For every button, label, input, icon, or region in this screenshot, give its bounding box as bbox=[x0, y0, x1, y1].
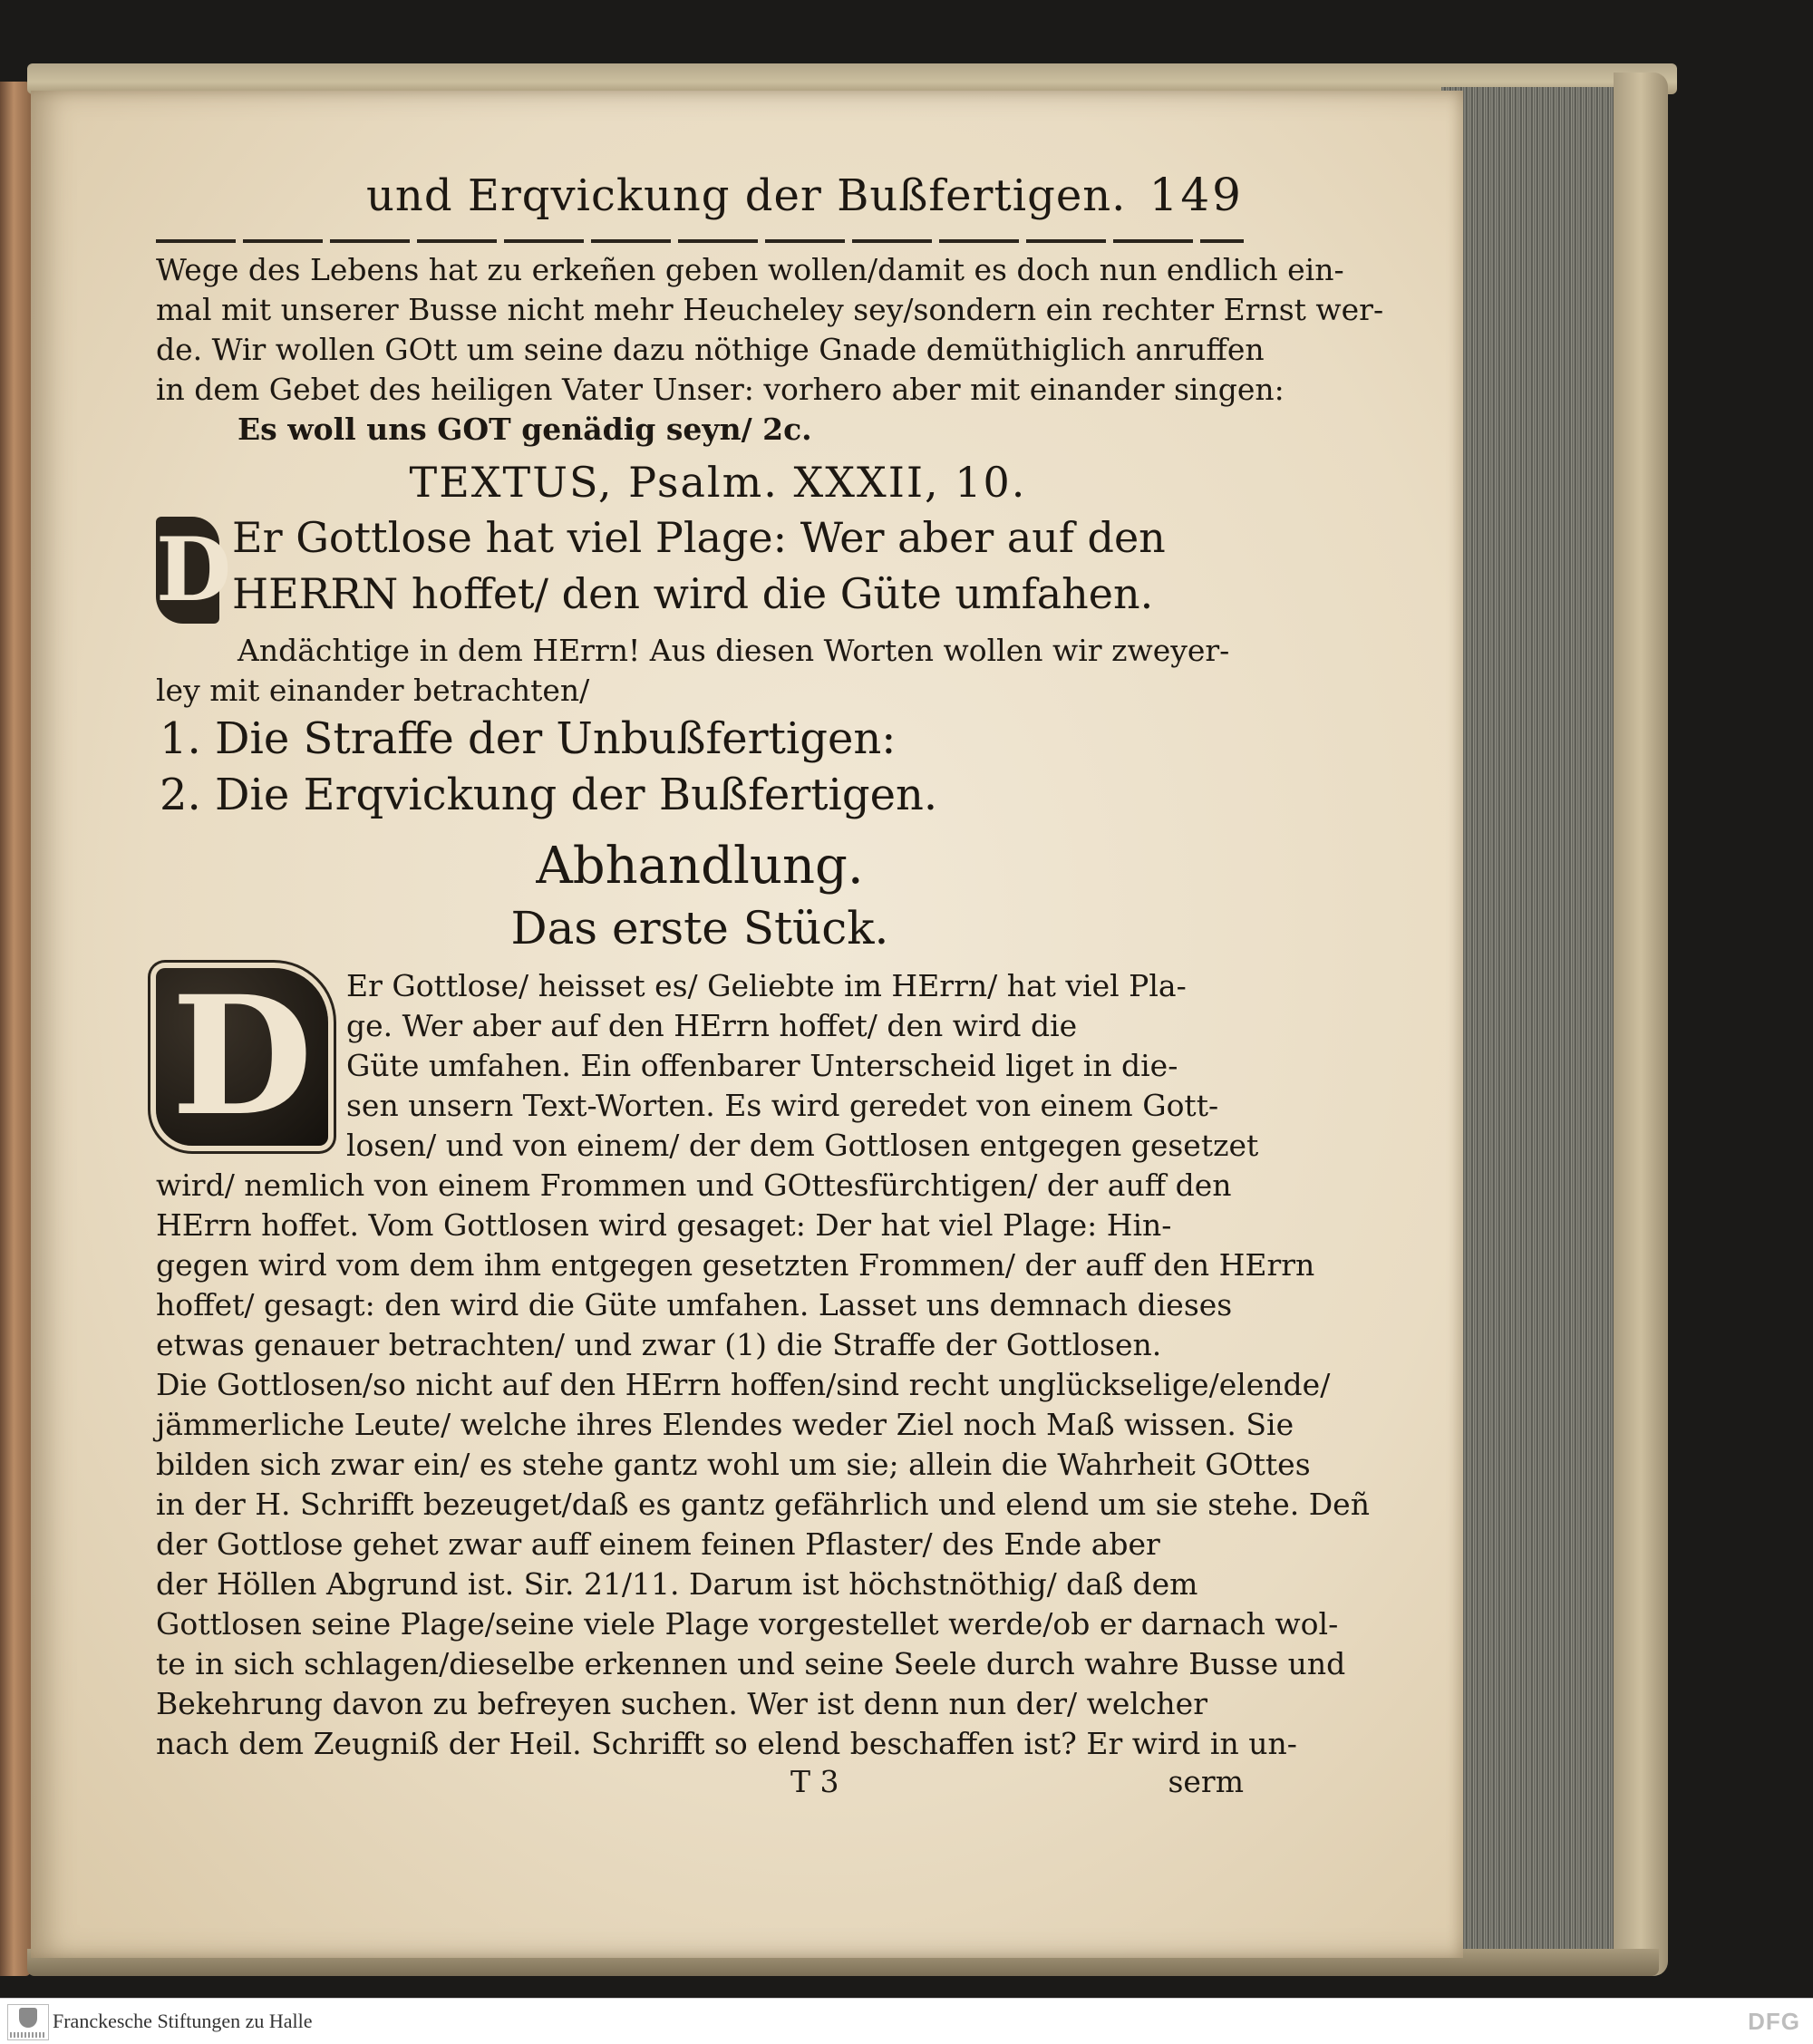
owner-name: Franckesche Stiftungen zu Halle bbox=[53, 2010, 313, 2032]
psalm-line: Er Gottlose hat viel Plage: Wer aber auf den bbox=[232, 513, 1166, 562]
crest-icon bbox=[19, 2008, 37, 2028]
running-head-title: und Erqvickung der Bußfertigen. bbox=[366, 170, 1127, 221]
signature-mark: T 3 bbox=[790, 1764, 839, 1799]
logo-caption-graphic bbox=[10, 2032, 46, 2038]
body-line: nach dem Zeugniß der Heil. Schrifft so elend beschaffen ist? Er wird in un- bbox=[156, 1726, 1297, 1761]
body-line: etwas genauer betrachten/ und zwar (1) die Straffe der Gottlosen. bbox=[156, 1327, 1162, 1362]
running-head bbox=[156, 163, 1244, 236]
intro-line: in dem Gebet des heiligen Vater Unser: vorhero aber mit einander singen: bbox=[156, 372, 1285, 407]
page-number: 149 bbox=[1149, 169, 1244, 221]
devotion-line: ley mit einander betrachten/ bbox=[156, 673, 590, 708]
intro-paragraph bbox=[156, 250, 1384, 450]
body-line: Er Gottlose/ heisset es/ Geliebte im HErrn/ hat viel Pla- bbox=[346, 968, 1187, 1003]
psalm-verse bbox=[156, 513, 1244, 631]
book-page bbox=[31, 91, 1463, 1958]
catchword: serm bbox=[1168, 1764, 1244, 1799]
division-item-1: 1. Die Straffe der Unbußfertigen: bbox=[160, 713, 897, 764]
body-line: Bekehrung davon zu befreyen suchen. Wer ist denn nun der/ welcher bbox=[156, 1686, 1207, 1721]
body-line: der Gottlose gehet zwar auff einem feinen Pflaster/ des Ende aber bbox=[156, 1526, 1160, 1562]
body-line: gegen wird vom dem ihm entgegen gesetzten Frommen/ der auff den HErrn bbox=[156, 1247, 1315, 1283]
viewer-footer-bar bbox=[0, 1998, 1813, 2044]
intro-line: mal mit unserer Busse nicht mehr Heucheley sey/sondern ein rechter Ernst wer- bbox=[156, 292, 1384, 327]
cover-top-edge bbox=[27, 63, 1677, 94]
intro-line: de. Wir wollen GOtt um seine dazu nöthige Gnade demüthiglich anruffen bbox=[156, 332, 1265, 367]
body-line: Güte umfahen. Ein offenbarer Unterscheid liget in die- bbox=[346, 1048, 1178, 1083]
body-line: jämmerliche Leute/ welche ihres Elendes weder Ziel noch Maß wissen. Sie bbox=[156, 1407, 1294, 1442]
intro-line: Wege des Lebens hat zu erkeñen geben wollen/damit es doch nun endlich ein- bbox=[156, 252, 1344, 287]
body-line: bilden sich zwar ein/ es stehe gantz wohl um sie; allein die Wahrheit GOttes bbox=[156, 1447, 1311, 1482]
devotion-paragraph bbox=[156, 631, 1244, 711]
psalm-initial: D bbox=[156, 517, 219, 624]
body-line: sen unsern Text-Worten. Es wird geredet von einem Gott- bbox=[346, 1088, 1219, 1123]
body-line: der Höllen Abgrund ist. Sir. 21/11. Darum ist höchstnöthig/ daß dem bbox=[156, 1566, 1198, 1602]
cover-right-edge bbox=[1614, 73, 1668, 1976]
decorated-initial: D bbox=[156, 968, 328, 1146]
body-line: Gottlosen seine Plage/seine viele Plage vorgestellet werde/ob er darnach wol- bbox=[156, 1606, 1339, 1642]
body-line: Die Gottlosen/so nicht auf den HErrn hoffen/sind recht unglückselige/elende/ bbox=[156, 1367, 1331, 1402]
text-block bbox=[156, 163, 1384, 1804]
psalm-line: HERRN hoffet/ den wird die Güte umfahen. bbox=[232, 569, 1154, 618]
page-footer bbox=[156, 1764, 1244, 1804]
body-line: ge. Wer aber auf den HErrn hoffet/ den wird die bbox=[346, 1008, 1078, 1043]
section-title: Abhandlung. bbox=[536, 837, 864, 896]
left-page-edge bbox=[0, 82, 31, 1976]
body-paragraph bbox=[156, 961, 1370, 1764]
body-line: te in sich schlagen/dieselbe erkennen und seine Seele durch wahre Busse und bbox=[156, 1646, 1346, 1681]
head-rule bbox=[156, 239, 1244, 243]
division-item-2: 2. Die Erqvickung der Bußfertigen. bbox=[160, 770, 938, 820]
page-block-edges bbox=[1441, 87, 1623, 1958]
body-line: HErrn hoffet. Vom Gottlosen wird gesaget: Der hat viel Plage: Hin- bbox=[156, 1207, 1172, 1243]
section-subtitle: Das erste Stück. bbox=[510, 902, 889, 954]
body-line: in der H. Schrifft bezeuget/daß es gantz gefährlich und elend um sie stehe. Deñ bbox=[156, 1487, 1370, 1522]
body-line: hoffet/ gesagt: den wird die Güte umfahen. Lasset uns demnach dieses bbox=[156, 1287, 1233, 1322]
textus-heading: TEXTUS, Psalm. XXXII, 10. bbox=[409, 458, 1027, 507]
body-line: losen/ und von einem/ der dem Gottlosen entgegen gesetzet bbox=[346, 1128, 1259, 1163]
institution-logo[interactable] bbox=[7, 2004, 49, 2040]
devotion-line: Andächtige in dem HErrn! Aus diesen Worten wollen wir zweyer- bbox=[238, 633, 1230, 668]
body-line: wird/ nemlich von einem Frommen und GOttesfürchtigen/ der auff den bbox=[156, 1167, 1232, 1203]
hymn-line: Es woll uns GOT genädig seyn/ 2c. bbox=[238, 412, 812, 447]
dfg-logo[interactable]: DFG bbox=[1748, 2008, 1800, 2035]
